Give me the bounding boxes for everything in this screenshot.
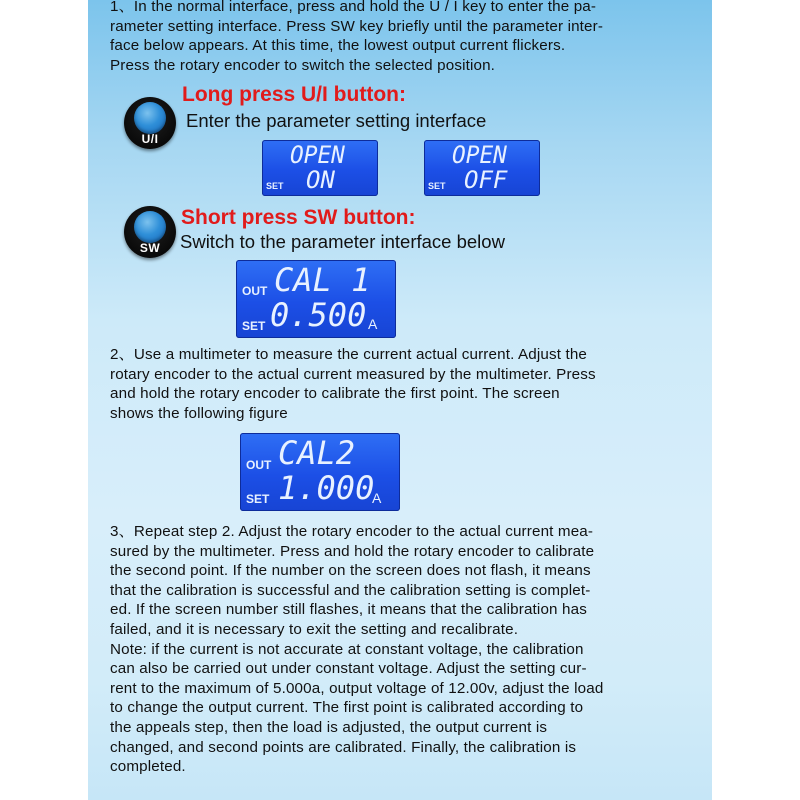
text-line: 1、In the normal interface, press and hold the U / I key to enter the pa- bbox=[110, 0, 597, 15]
text-line: the appeals step, then the load is adjusted, the output current is bbox=[110, 718, 548, 736]
short-press-subtitle: Switch to the parameter interface below bbox=[180, 231, 505, 252]
lcd-out-label: OUT bbox=[246, 458, 272, 472]
button-cap bbox=[134, 211, 166, 243]
long-press-subtitle: Enter the parameter setting interface bbox=[186, 110, 487, 131]
short-press-heading: Short press SW button: bbox=[181, 206, 416, 229]
text-line: shows the following figure bbox=[110, 404, 288, 422]
text-line: that the calibration is successful and the calibration setting is complet- bbox=[110, 581, 591, 599]
text-line: and hold the rotary encoder to calibrate the first point. The screen bbox=[110, 385, 560, 403]
sw-button-label: SW bbox=[139, 241, 161, 255]
text-line: completed. bbox=[110, 758, 186, 776]
text-line: changed, and second points are calibrated. Finally, the calibration is bbox=[110, 738, 577, 756]
lcd-set-label: SET bbox=[246, 492, 270, 506]
lcd-top-text: CAL2 bbox=[278, 434, 356, 472]
lcd-out-label: OUT bbox=[242, 284, 268, 298]
button-cap bbox=[134, 102, 166, 134]
sw-button-icon bbox=[124, 206, 176, 258]
text-line: Press the rotary encoder to switch the selected position. bbox=[110, 56, 496, 74]
text-line: ed. If the screen number still flashes, it means that the calibration has bbox=[110, 601, 587, 619]
step2-paragraph bbox=[110, 345, 700, 423]
ui-button-label: U/I bbox=[141, 132, 159, 146]
text-line: the second point. If the number on the screen does not flash, it means bbox=[110, 562, 591, 580]
step1-paragraph bbox=[110, 0, 700, 75]
text-line: 2、Use a multimeter to measure the current actual current. Adjust the bbox=[110, 346, 588, 363]
lcd-top-text: OPEN bbox=[290, 141, 345, 169]
text-line: rameter setting interface. Press SW key briefly until the parameter inter- bbox=[110, 17, 604, 35]
text-line: rent to the maximum of 5.000a, output voltage of 12.00v, adjust the load bbox=[110, 679, 604, 697]
lcd-open-on bbox=[262, 140, 378, 196]
lcd-unit: A bbox=[372, 490, 382, 506]
text-line: to change the output current. The first point is calibrated according to bbox=[110, 699, 584, 717]
lcd-set-label: SET bbox=[428, 181, 446, 191]
lcd-bottom-text: 0.500 bbox=[270, 296, 367, 334]
text-line: failed, and it is necessary to exit the setting and recalibrate. bbox=[110, 620, 519, 638]
ui-button-icon bbox=[124, 97, 176, 149]
lcd-bottom-text: OFF bbox=[464, 166, 508, 194]
lcd-unit: A bbox=[368, 316, 378, 332]
step3-paragraph bbox=[110, 522, 700, 777]
lcd-set-label: SET bbox=[242, 319, 266, 333]
text-line: can also be carried out under constant voltage. Adjust the setting cur- bbox=[110, 660, 587, 678]
lcd-cal2 bbox=[240, 433, 400, 511]
lcd-open-off bbox=[424, 140, 540, 196]
text-line: Note: if the current is not accurate at constant voltage, the calibration bbox=[110, 640, 584, 658]
long-press-heading: Long press U/I button: bbox=[182, 83, 406, 106]
lcd-top-text: CAL 1 bbox=[274, 261, 371, 299]
text-line: rotary encoder to the actual current measured by the multimeter. Press bbox=[110, 365, 596, 383]
lcd-bottom-text: 1.000 bbox=[278, 469, 375, 507]
text-line: face below appears. At this time, the lowest output current flickers. bbox=[110, 37, 566, 55]
text-line: 3、Repeat step 2. Adjust the rotary encoder to the actual current mea- bbox=[110, 523, 594, 540]
lcd-cal1 bbox=[236, 260, 396, 338]
lcd-top-text: OPEN bbox=[452, 141, 507, 169]
text-line: sured by the multimeter. Press and hold the rotary encoder to calibrate bbox=[110, 542, 595, 560]
lcd-bottom-text: ON bbox=[306, 166, 335, 194]
lcd-set-label: SET bbox=[266, 181, 284, 191]
